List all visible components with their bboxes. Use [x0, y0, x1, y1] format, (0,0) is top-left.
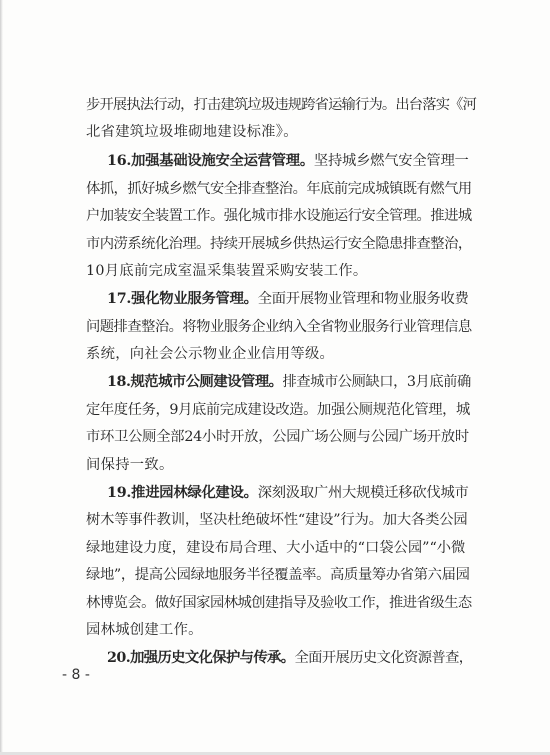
section-17-line-1: 17.强化物业服务管理。全面开展物业管理和物业服务收费	[107, 291, 469, 307]
section-16-line-3: 户加装安全装置工作。强化城市排水设施运行安全管理。推进城	[86, 208, 472, 224]
section-16-line-5: 10月底前完成室温采集装置采购安装工作。	[86, 263, 368, 279]
section-18-line-4: 间保持一致。	[86, 457, 174, 473]
section-20-line-1: 20.加强历史文化保护与传承。全面开展历史文化资源普查，	[107, 650, 473, 666]
section-18-heading: 18.规范城市公厕建设管理。	[107, 374, 283, 390]
section-19-line-1: 19.推进园林绿化建设。深刻汲取广州大规模迁移砍伐城市	[107, 485, 469, 501]
section-20-heading: 20.加强历史文化保护与传承。	[107, 650, 295, 666]
section-17-line-2: 问题排查整治。将物业服务企业纳入全省物业服务行业管理信息	[86, 319, 472, 335]
section-16-line-1: 16.加强基础设施安全运营管理。坚持城乡燃气安全管理一	[107, 153, 469, 169]
section-19-line-4: 绿地”，提高公园绿地服务半径覆盖率。高质量筹办省第六届园	[86, 567, 470, 583]
section-18-line-3: 市环卫公厕全部24小时开放，公园广场公厕与公园广场开放时	[86, 429, 469, 445]
section-16-line-4: 市内涝系统化治理。持续开展城乡供热运行安全隐患排查整治，	[86, 236, 472, 252]
section-19-line-6: 园林城创建工作。	[86, 622, 203, 638]
page-number: - 8 -	[62, 667, 90, 683]
page-left-edge-shadow	[0, 0, 3, 755]
section-18-line-1: 18.规范城市公厕建设管理。排查城市公厕缺口，3月底前确	[107, 374, 471, 390]
section-18-line-2: 定年度任务，9月底前完成建设改造。加强公厕规范化管理，城	[86, 402, 470, 418]
section-19-line-3: 绿地建设力度，建设布局合理、大小适中的“口袋公园”“小微	[86, 540, 466, 556]
section-16-line-2: 体抓，抓好城乡燃气安全排查整治。年底前完成城镇既有燃气用	[86, 181, 472, 197]
section-19-line-5: 林博览会。做好国家园林城创建指导及验收工作，推进省级生态	[86, 595, 472, 611]
text-line-1: 步开展执法行动，打击建筑垃圾违规跨省运输行为。出台落实《河	[86, 97, 477, 113]
section-19-heading: 19.推进园林绿化建设。	[107, 485, 258, 501]
section-19-line-2: 树木等事件教训，坚决杜绝破坏性“建设”行为。加大各类公园	[86, 512, 468, 528]
text-line-2: 北省建筑垃圾堆砌地建设标准》。	[86, 124, 298, 140]
section-17-heading: 17.强化物业服务管理。	[107, 291, 258, 307]
section-17-line-3: 系统，向社会公示物业企业信用等级。	[86, 346, 335, 362]
section-16-heading: 16.加强基础设施安全运营管理。	[107, 153, 314, 169]
